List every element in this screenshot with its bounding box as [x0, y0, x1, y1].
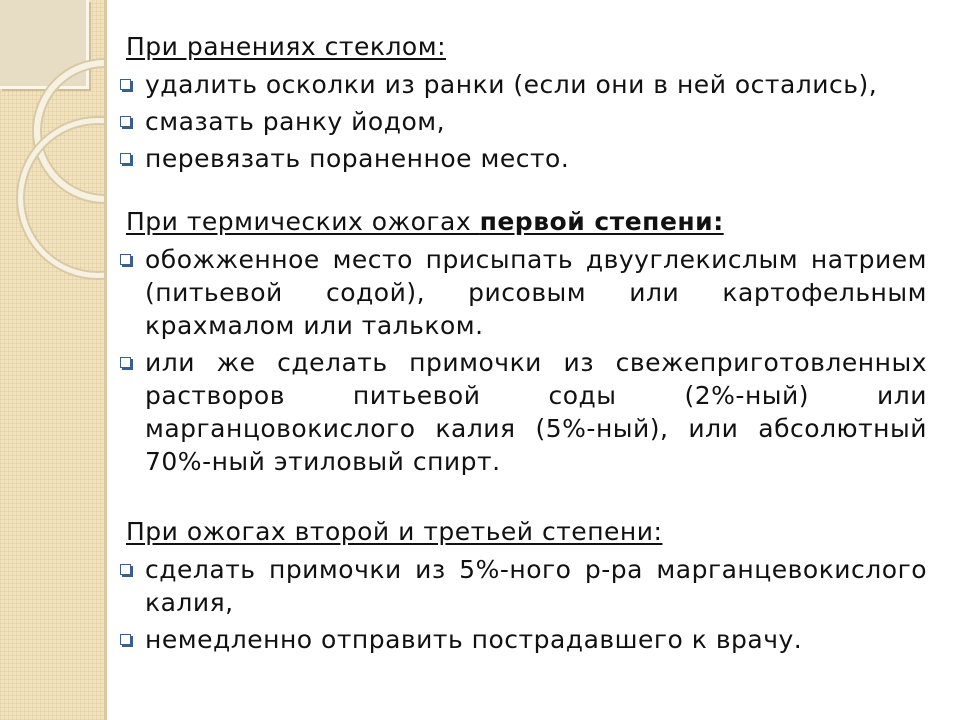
square-bullet-icon [120, 634, 131, 645]
list-item [117, 346, 927, 478]
list-item-text: немедленно отправить пострадавшего к врачу. [145, 625, 803, 654]
slide-content [117, 30, 927, 660]
list-item [117, 105, 927, 138]
list-item-text: смазать ранку йодом, [145, 107, 446, 136]
square-bullet-icon [120, 79, 131, 90]
heading-emphasis: первой степени: [479, 207, 724, 236]
list-item [117, 243, 927, 342]
square-bullet-icon [120, 254, 131, 265]
section-heading-glass-wounds: При ранениях стеклом: [126, 32, 446, 61]
thermal-burns-list [117, 243, 927, 478]
list-item-text: или же сделать примочки из свежеприготовленных растворов питьевой соды (2%-ный) или марганцовокислого калия (5%-ный), или абсолютный 70%-ный этиловый спирт. [145, 348, 927, 476]
list-item-text: обожженное место присыпать двууглекислым натрием (питьевой содой), рисовым или картофельным крахмалом или тальком. [145, 245, 927, 340]
list-item [117, 68, 927, 101]
square-bullet-icon [120, 564, 131, 575]
square-bullet-icon [120, 116, 131, 127]
square-bullet-icon [120, 153, 131, 164]
glass-wounds-list [117, 68, 927, 175]
list-item [117, 553, 927, 619]
square-bullet-icon [120, 357, 131, 368]
decorative-sidebar [0, 0, 104, 720]
list-item [117, 623, 927, 656]
section-heading-severe-burns: При ожогах второй и третьей степени: [126, 517, 663, 546]
decorative-ring [18, 118, 104, 278]
section-heading-thermal-burns [117, 205, 927, 238]
heading-text: При термических ожогах [126, 207, 480, 236]
list-item [117, 142, 927, 175]
sidebar-divider [104, 0, 107, 720]
list-item-text: сделать примочки из 5%-ного р-ра марганцевокислого калия, [145, 555, 927, 617]
list-item-text: перевязать пораненное место. [145, 144, 570, 173]
severe-burns-list [117, 553, 927, 656]
spacer [117, 179, 927, 205]
spacer [117, 482, 927, 515]
list-item-text: удалить осколки из ранки (если они в ней остались), [145, 70, 878, 99]
